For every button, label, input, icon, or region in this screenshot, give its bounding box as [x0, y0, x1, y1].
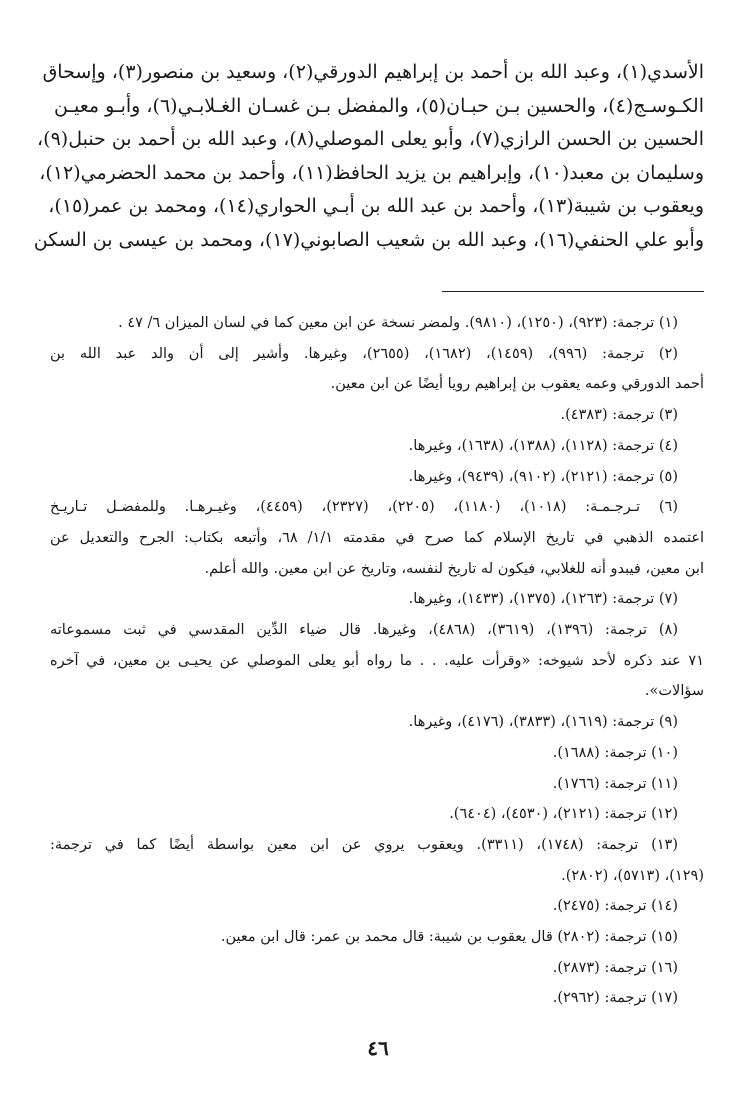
footnote-separator: [442, 291, 704, 292]
footnote-line: (١٢٩)، (٥٧١٣)، (٢٨٠٢).: [561, 867, 704, 884]
body-line: الكـوسـج(٤)، والحسين بـن حبـان(٥)، والمفضل بـن غسـان الغـلابـي(٦)، وأبـو معيـن: [54, 94, 704, 117]
footnote-line: (١٣) ترجمة: (١٧٤٨)، (٣٣١١). ويعقوب يروي عن ابن معين بواسطة أيضًا كما في ترجمة:: [50, 836, 678, 853]
footnote-line: اعتمده الذهبي في تاريخ الإسلام كما صرح في مقدمته ١/١/ ٦٨، وأتبعه بكتاب: الجرح والتعديل عن: [50, 529, 704, 546]
footnote-line: (٥) ترجمة: (٢١٢١)، (٩١٠٢)، (٩٤٣٩)، وغيرها.: [408, 468, 678, 485]
body-line: وأبو علي الحنفي(١٦)، وعبد الله بن شعيب الصابوني(١٧)، ومحمد بن عيسى بن السكن: [33, 228, 704, 251]
footnote-line: (٢) ترجمة: (٩٩٦)، (١٤٥٩)، (١٦٨٢)، (٢٦٥٥)، وغيرها. وأشير إلى أن والد عبد الله بن: [50, 345, 678, 362]
footnote-line: (١٠) ترجمة: (١٦٨٨).: [552, 744, 678, 761]
footnote-line: أحمد الدورقي وعمه يعقوب بن إبراهيم رويا أيضًا عن ابن معين.: [330, 376, 704, 393]
body-line: الحسين بن الحسن الرازي(٧)، وأبو يعلى الموصلي(٨)، وعبد الله بن أحمد بن حنبل(٩)،: [37, 128, 704, 151]
body-line: ويعقوب بن شيبة(١٣)، وأحمد بن عبد الله بن أبـي الحواري(١٤)، ومحمد بن عمر(١٥)،: [48, 195, 704, 218]
footnote-line: سؤالات».: [644, 683, 704, 700]
footnote-line: (١٥) ترجمة: (٢٨٠٢) قال يعقوب بن شيبة: قال محمد بن عمر: قال ابن معين.: [220, 929, 678, 946]
footnote-line: (٧) ترجمة: (١٢٦٣)، (١٣٧٥)، (١٤٣٣)، وغيرها.: [408, 591, 678, 608]
body-line: وسليمان بن معبد(١٠)، وإبراهيم بن يزيد الحافظ(١١)، وأحمد بن محمد الحضرمي(١٢)،: [39, 161, 704, 184]
footnote-line: (١٦) ترجمة: (٢٨٧٣).: [552, 959, 678, 976]
footnote-line: (٣) ترجمة: (٤٣٨٣).: [560, 407, 678, 424]
footnote-line: (٦) تـرجـمـة: (١٠١٨)، (١١٨٠)، (٢٢٠٥)، (٢٣٢٧)، (٤٤٥٩)، وغيـرهـا. وللمفضـل تـاريـخ: [50, 499, 678, 516]
footnote-line: (٤) ترجمة: (١١٢٨)، (١٣٨٨)، (١٦٣٨)، وغيرها.: [408, 437, 678, 454]
footnote-line: (١) ترجمة: (٩٢٣)، (١٢٥٠)، (٩٨١٠). ولمضر نسخة عن ابن معين كما في لسان الميزان ٦/ ٤٧ .: [118, 315, 678, 331]
footnote-line: (١١) ترجمة: (١٧٦٦).: [552, 775, 678, 792]
footnote-line: (٨) ترجمة: (١٣٩٦)، (٣٦١٩)، (٤٨٦٨)، وغيرها. قال ضياء الدِّين المقدسي في ثبت مسموعاته: [50, 622, 679, 639]
footnote-line: (١٢) ترجمة: (٢١٢١)، (٤٥٣٠)، (٦٤٠٤).: [449, 806, 678, 823]
main-body-text: [33, 56, 704, 258]
footnote-line: ٧١ عند ذكره لأحد شيوخه: «وقرأت عليه. . . ما رواه أبو يعلى الموصلي عن يحيـى بن معين، في آخره: [50, 652, 704, 669]
footnote-line: (٩) ترجمة: (١٦١٩)، (٣٨٣٣)، (٤١٧٦)، وغيرها.: [408, 714, 678, 731]
footnote-line: ابن معين، فيبدو أنه للغلابي، فيكون له تاريخ لنفسه، وتاريخ عن ابن معين. والله أعلم.: [204, 560, 704, 577]
footnote-line: (١٧) ترجمة: (٢٩٦٢).: [552, 990, 678, 1007]
page-number: ٤٦: [367, 1036, 389, 1060]
footnote-line: (١٤) ترجمة: (٢٤٧٥).: [552, 898, 678, 915]
body-line: الأسدي(١)، وعبد الله بن أحمد بن إبراهيم الدورقي(٢)، وسعيد بن منصور(٣)، وإسحاق: [42, 61, 704, 83]
footnotes-section: [50, 308, 704, 1014]
